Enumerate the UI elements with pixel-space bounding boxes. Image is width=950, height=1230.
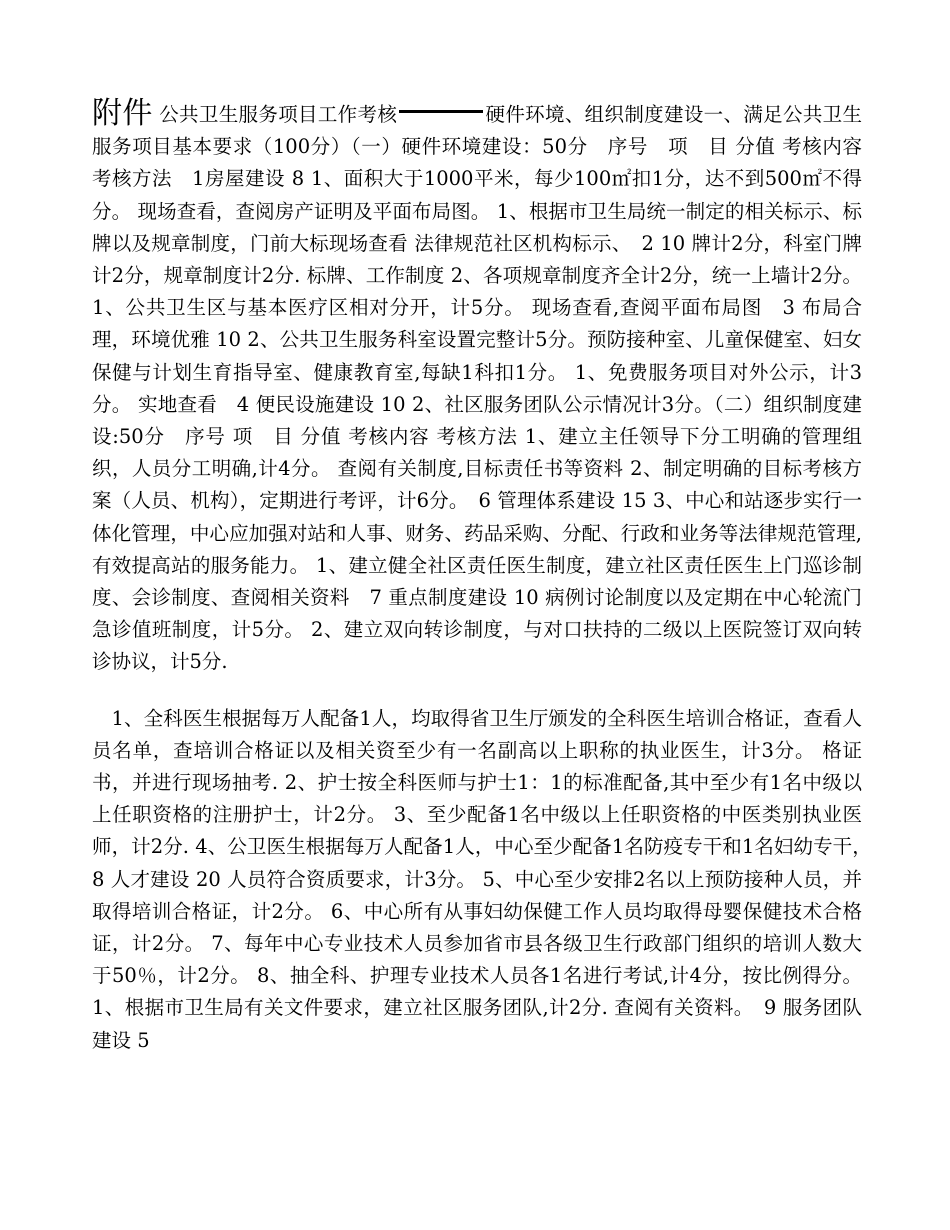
document-page	[92, 96, 882, 1057]
paragraph-1	[92, 98, 862, 679]
title-lead: 公共卫生服务项目工作考核	[159, 103, 398, 126]
title-dash	[399, 110, 483, 113]
heading-word: 附件	[92, 96, 153, 131]
paragraph-2: 1、全科医生根据每万人配备1人，均取得省卫生厅颁发的全科医生培训合格证，查看人员名单，查培训合格证以及相关资至少有一名副高以上职称的执业医生，计3分。 格证书，并进行现场抽考. 2、护士按全科医师与护士1：1的标准配备,其中至少有1名中级以上任职资格的注册护士，计2分。 3、至少配备1名中级以上任职资格的中医类别执业医师，计2分. 4、公卫医生根据每万人配备1人，中心至少配备1名防疫专干和1名妇幼专干， 8 人才建设 20 人员符合资质要求，计3分。 5、中心至少安排2名以上预防接种人员，并取得培训合格证，计2分。 6、中心所有从事妇幼保健工作人员均取得母婴保健技术合格证，计2分。 7、每年中心专业技术人员参加省市县各级卫生行政部门组织的培训人数大于50％，计2分。 8、抽全科、护理专业技术人员各1名进行考试,计4分，按比例得分。 1、根据市卫生局有关文件要求，建立社区服务团队,计2分. 查阅有关资料。 9 服务团队建设 5	[92, 706, 882, 1052]
paragraph-1-body: 硬件环境、组织制度建设一、满足公共卫生服务项目基本要求（100分）（一）硬件环境建设：50分 序号 项 目 分值 考核内容 考核方法 1房屋建设 8 1、面积大于1000平米，每少100㎡扣1分，达不到500㎡不得分。 现场查看，查阅房产证明及平面布局图。 1、根据市卫生局统一制定的相关标示、标牌以及规章制度，门前大标现场查看 法律规范社区机构标示、 2 10 牌计2分，科室门牌计2分，规章制度计2分. 标牌、工作制度 2、各项规章制度齐全计2分，统一上墙计2分。 1、公共卫生区与基本医疗区相对分开，计5分。 现场查看,查阅平面布局图 3 布局合理，环境优雅 10 2、公共卫生服务科室设置完整计5分。预防接种室、儿童保健室、妇女保健与计划生育指导室、健康教育室,每缺1科扣1分。 1、免费服务项目对外公示，计3分。 实地查看 4 便民设施建设 10 2、社区服务团队公示情况计3分。（二）组织制度建设:50分 序号 项 目 分值 考核内容 考核方法 1、建立主任领导下分工明确的管理组织，人员分工明确,计4分。 查阅有关制度,目标责任书等资料 2、制定明确的目标考核方案（人员、机构），定期进行考评，计6分。 6 管理体系建设 15 3、中心和站逐步实行一体化管理，中心应加强对站和人事、财务、药品采购、分配、行政和业务等法律规范管理,有效提高站的服务能力。 1、建立健全社区责任医生制度，建立社区责任医生上门巡诊制度、会诊制度、查阅相关资料 7 重点制度建设 10 病例讨论制度以及定期在中心轮流门急诊值班制度，计5分。 2、建立双向转诊制度，与对口扶持的二级以上医院签订双向转诊协议，计5分.	[92, 103, 862, 674]
